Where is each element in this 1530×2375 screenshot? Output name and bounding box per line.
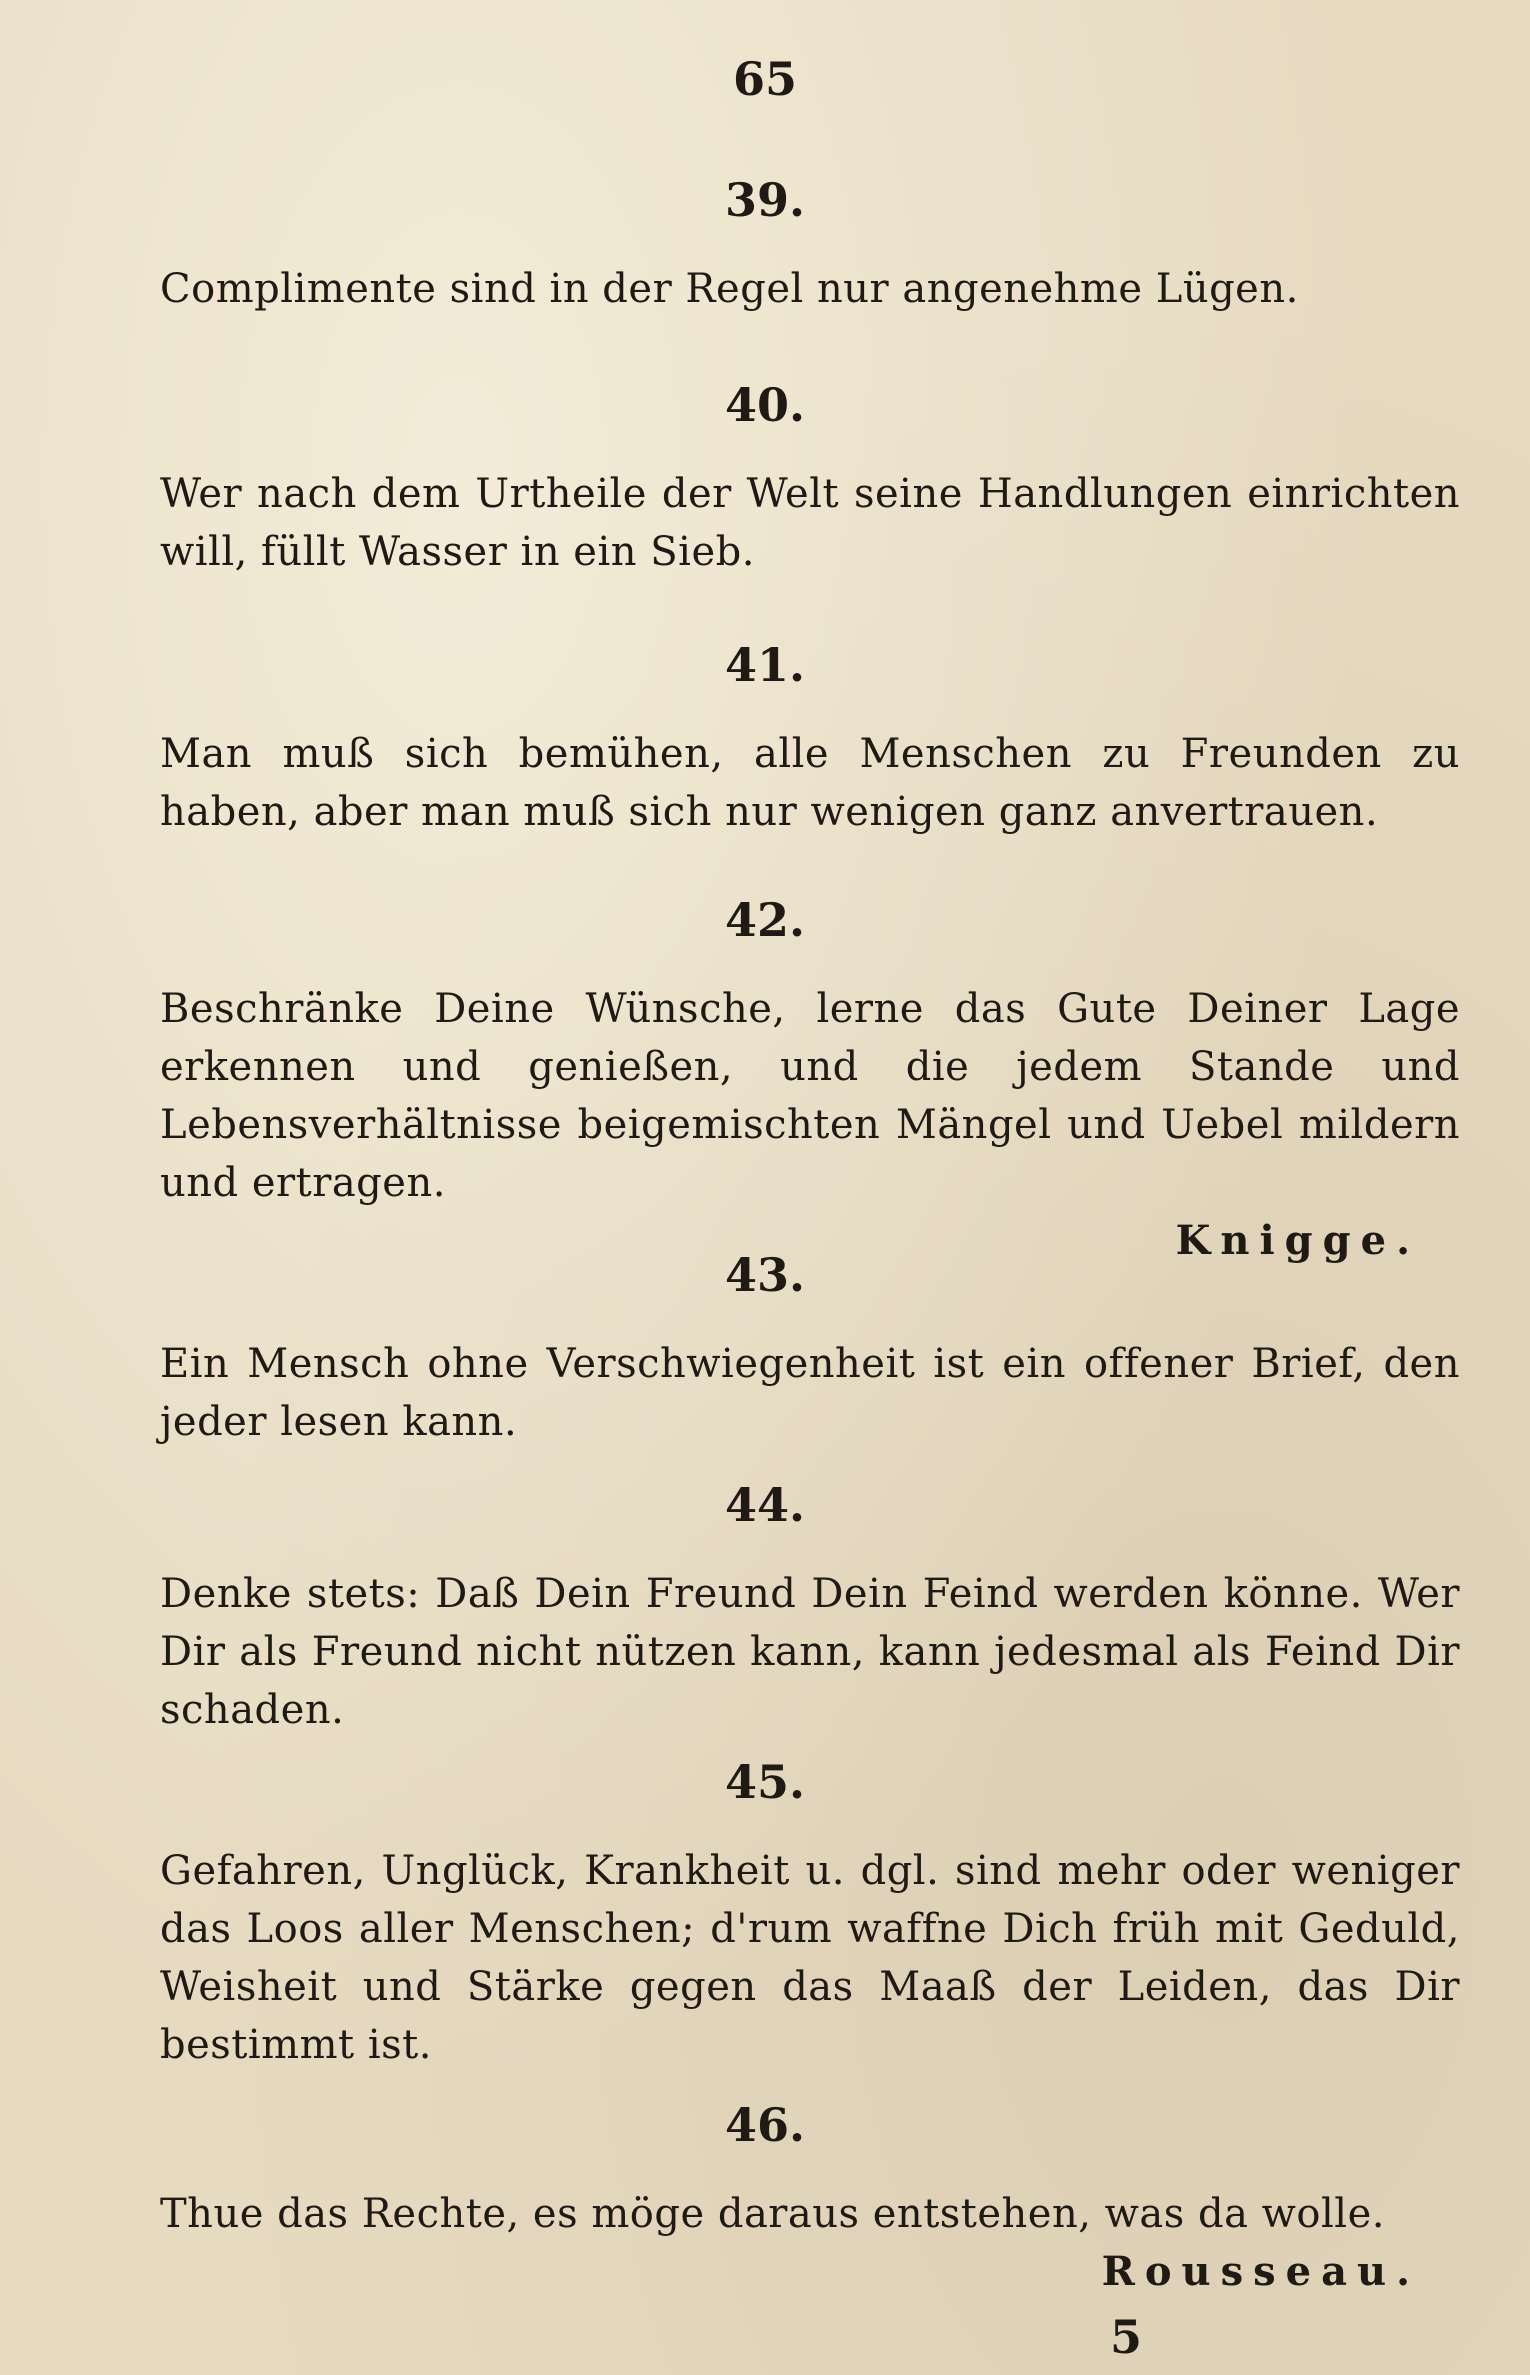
aphorism-entry-46 bbox=[160, 2095, 1460, 2301]
aphorism-entry-44 bbox=[160, 1475, 1460, 1739]
page-number: 65 bbox=[732, 52, 797, 106]
entry-text: Denke stets: Daß Dein Freund Dein Feind werden könne. Wer Dir als Freund nicht nützen kann, kann jedesmal als Feind Dir schaden. bbox=[160, 1571, 1460, 1733]
entry-number: 41. bbox=[724, 638, 806, 692]
entry-text: Ein Mensch ohne Verschwiegenheit ist ein offener Brief, den jeder lesen kann. bbox=[160, 1341, 1460, 1445]
aphorism-entry-45 bbox=[160, 1752, 1460, 2074]
entry-number: 44. bbox=[724, 1478, 806, 1532]
entry-number: 46. bbox=[724, 2098, 806, 2152]
entry-number: 39. bbox=[724, 173, 806, 227]
entry-text: Complimente sind in der Regel nur angenehme Lügen. bbox=[160, 266, 1299, 312]
entry-number: 40. bbox=[724, 378, 806, 432]
entry-text: Man muß sich bemühen, alle Menschen zu Freunden zu haben, aber man muß sich nur wenigen ganz anvertrauen. bbox=[160, 731, 1460, 835]
aphorism-entry-39 bbox=[160, 170, 1460, 318]
aphorism-entry-41 bbox=[160, 635, 1460, 841]
entry-text: Gefahren, Unglück, Krankheit u. dgl. sind mehr oder weniger das Loos aller Menschen; d'rum waffne Dich früh mit Geduld, Weisheit und Stärke gegen das Maaß der Leiden, das Dir bestimmt ist. bbox=[160, 1848, 1460, 2068]
entry-number: 42. bbox=[724, 893, 806, 947]
entry-text: Thue das Rechte, es möge daraus entstehen, was da wolle. bbox=[160, 2191, 1385, 2237]
signature-mark: 5 bbox=[1110, 2310, 1143, 2364]
entry-number: 43. bbox=[724, 1248, 806, 1302]
aphorism-entry-40 bbox=[160, 375, 1460, 581]
entry-number: 45. bbox=[724, 1755, 806, 1809]
aphorism-entry-42 bbox=[160, 890, 1460, 1270]
entry-text: Beschränke Deine Wünsche, lerne das Gute Deiner Lage erkennen und genießen, und die jedem Stande und Lebensverhältnisse beigemischten Mängel und Uebel mildern und ertragen. bbox=[160, 986, 1460, 1206]
entry-text: Wer nach dem Urtheile der Welt seine Handlungen einrichten will, füllt Wasser in ein Sieb. bbox=[160, 471, 1460, 575]
attribution: Knigge. bbox=[1175, 1217, 1420, 1264]
attribution: Rousseau. bbox=[1101, 2248, 1420, 2295]
aphorism-entry-43 bbox=[160, 1245, 1460, 1451]
